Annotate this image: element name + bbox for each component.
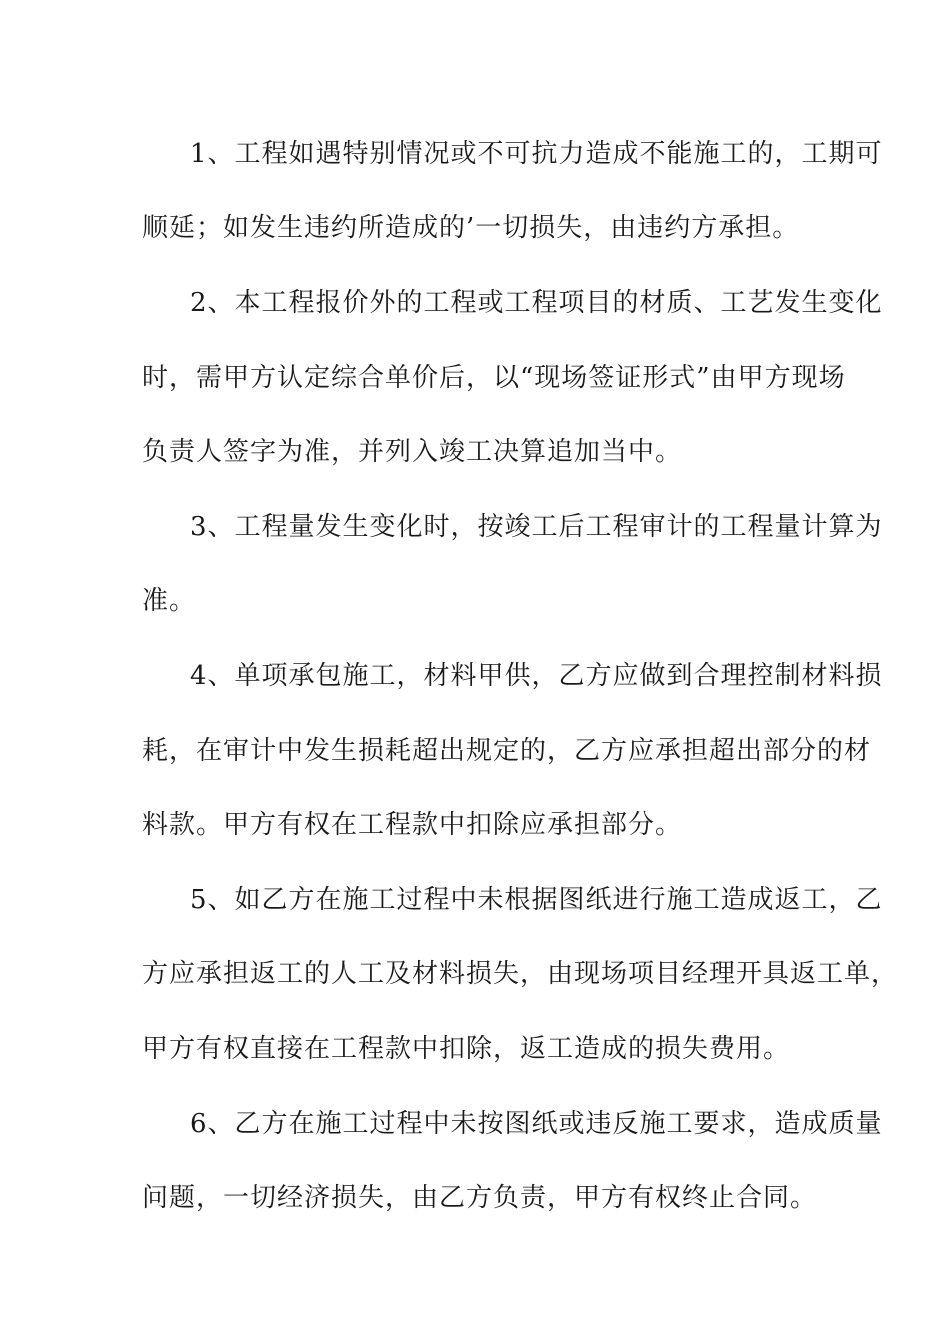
paragraph-6-line-2: 问题，一切经济损失，由乙方负责，甲方有权终止合同。 — [142, 1183, 818, 1213]
paragraph-4-line-3: 料款。甲方有权在工程款中扣除应承担部分。 — [142, 810, 683, 840]
paragraph-3-line-1: 3、工程量发生变化时，按竣工后工程审计的工程量计算为 — [190, 512, 883, 542]
paragraph-4-line-2: 耗，在审计中发生损耗超出规定的，乙方应承担超出部分的材 — [142, 736, 872, 766]
paragraph-2-line-3: 负责人签字为准，并列入竣工决算追加当中。 — [142, 437, 683, 467]
paragraph-6-line-1: 6、乙方在施工过程中未按图纸或违反施工要求，造成质量 — [190, 1109, 883, 1139]
paragraph-1-line-1: 1、工程如遇特别情况或不可抗力造成不能施工的，工期可 — [190, 139, 883, 169]
paragraph-5-line-3: 甲方有权直接在工程款中扣除，返工造成的损失费用。 — [142, 1034, 791, 1064]
paragraph-2-line-2: 时，需甲方认定综合单价后，以“现场签证形式”由甲方现场 — [142, 363, 846, 393]
paragraph-4-line-1: 4、单项承包施工，材料甲供，乙方应做到合理控制材料损 — [190, 661, 883, 691]
paragraph-2-line-1: 2、本工程报价外的工程或工程项目的材质、工艺发生变化 — [190, 288, 883, 318]
paragraph-3-line-2: 准。 — [142, 586, 197, 616]
paragraph-5-line-2: 方应承担返工的人工及材料损失，由现场项目经理开具返工单， — [142, 959, 899, 989]
paragraph-5-line-1: 5、如乙方在施工过程中未根据图纸进行施工造成返工，乙 — [190, 885, 883, 915]
paragraph-1-line-2: 顺延；如发生违约所造成的’一切损失，由违约方承担。 — [142, 213, 800, 243]
